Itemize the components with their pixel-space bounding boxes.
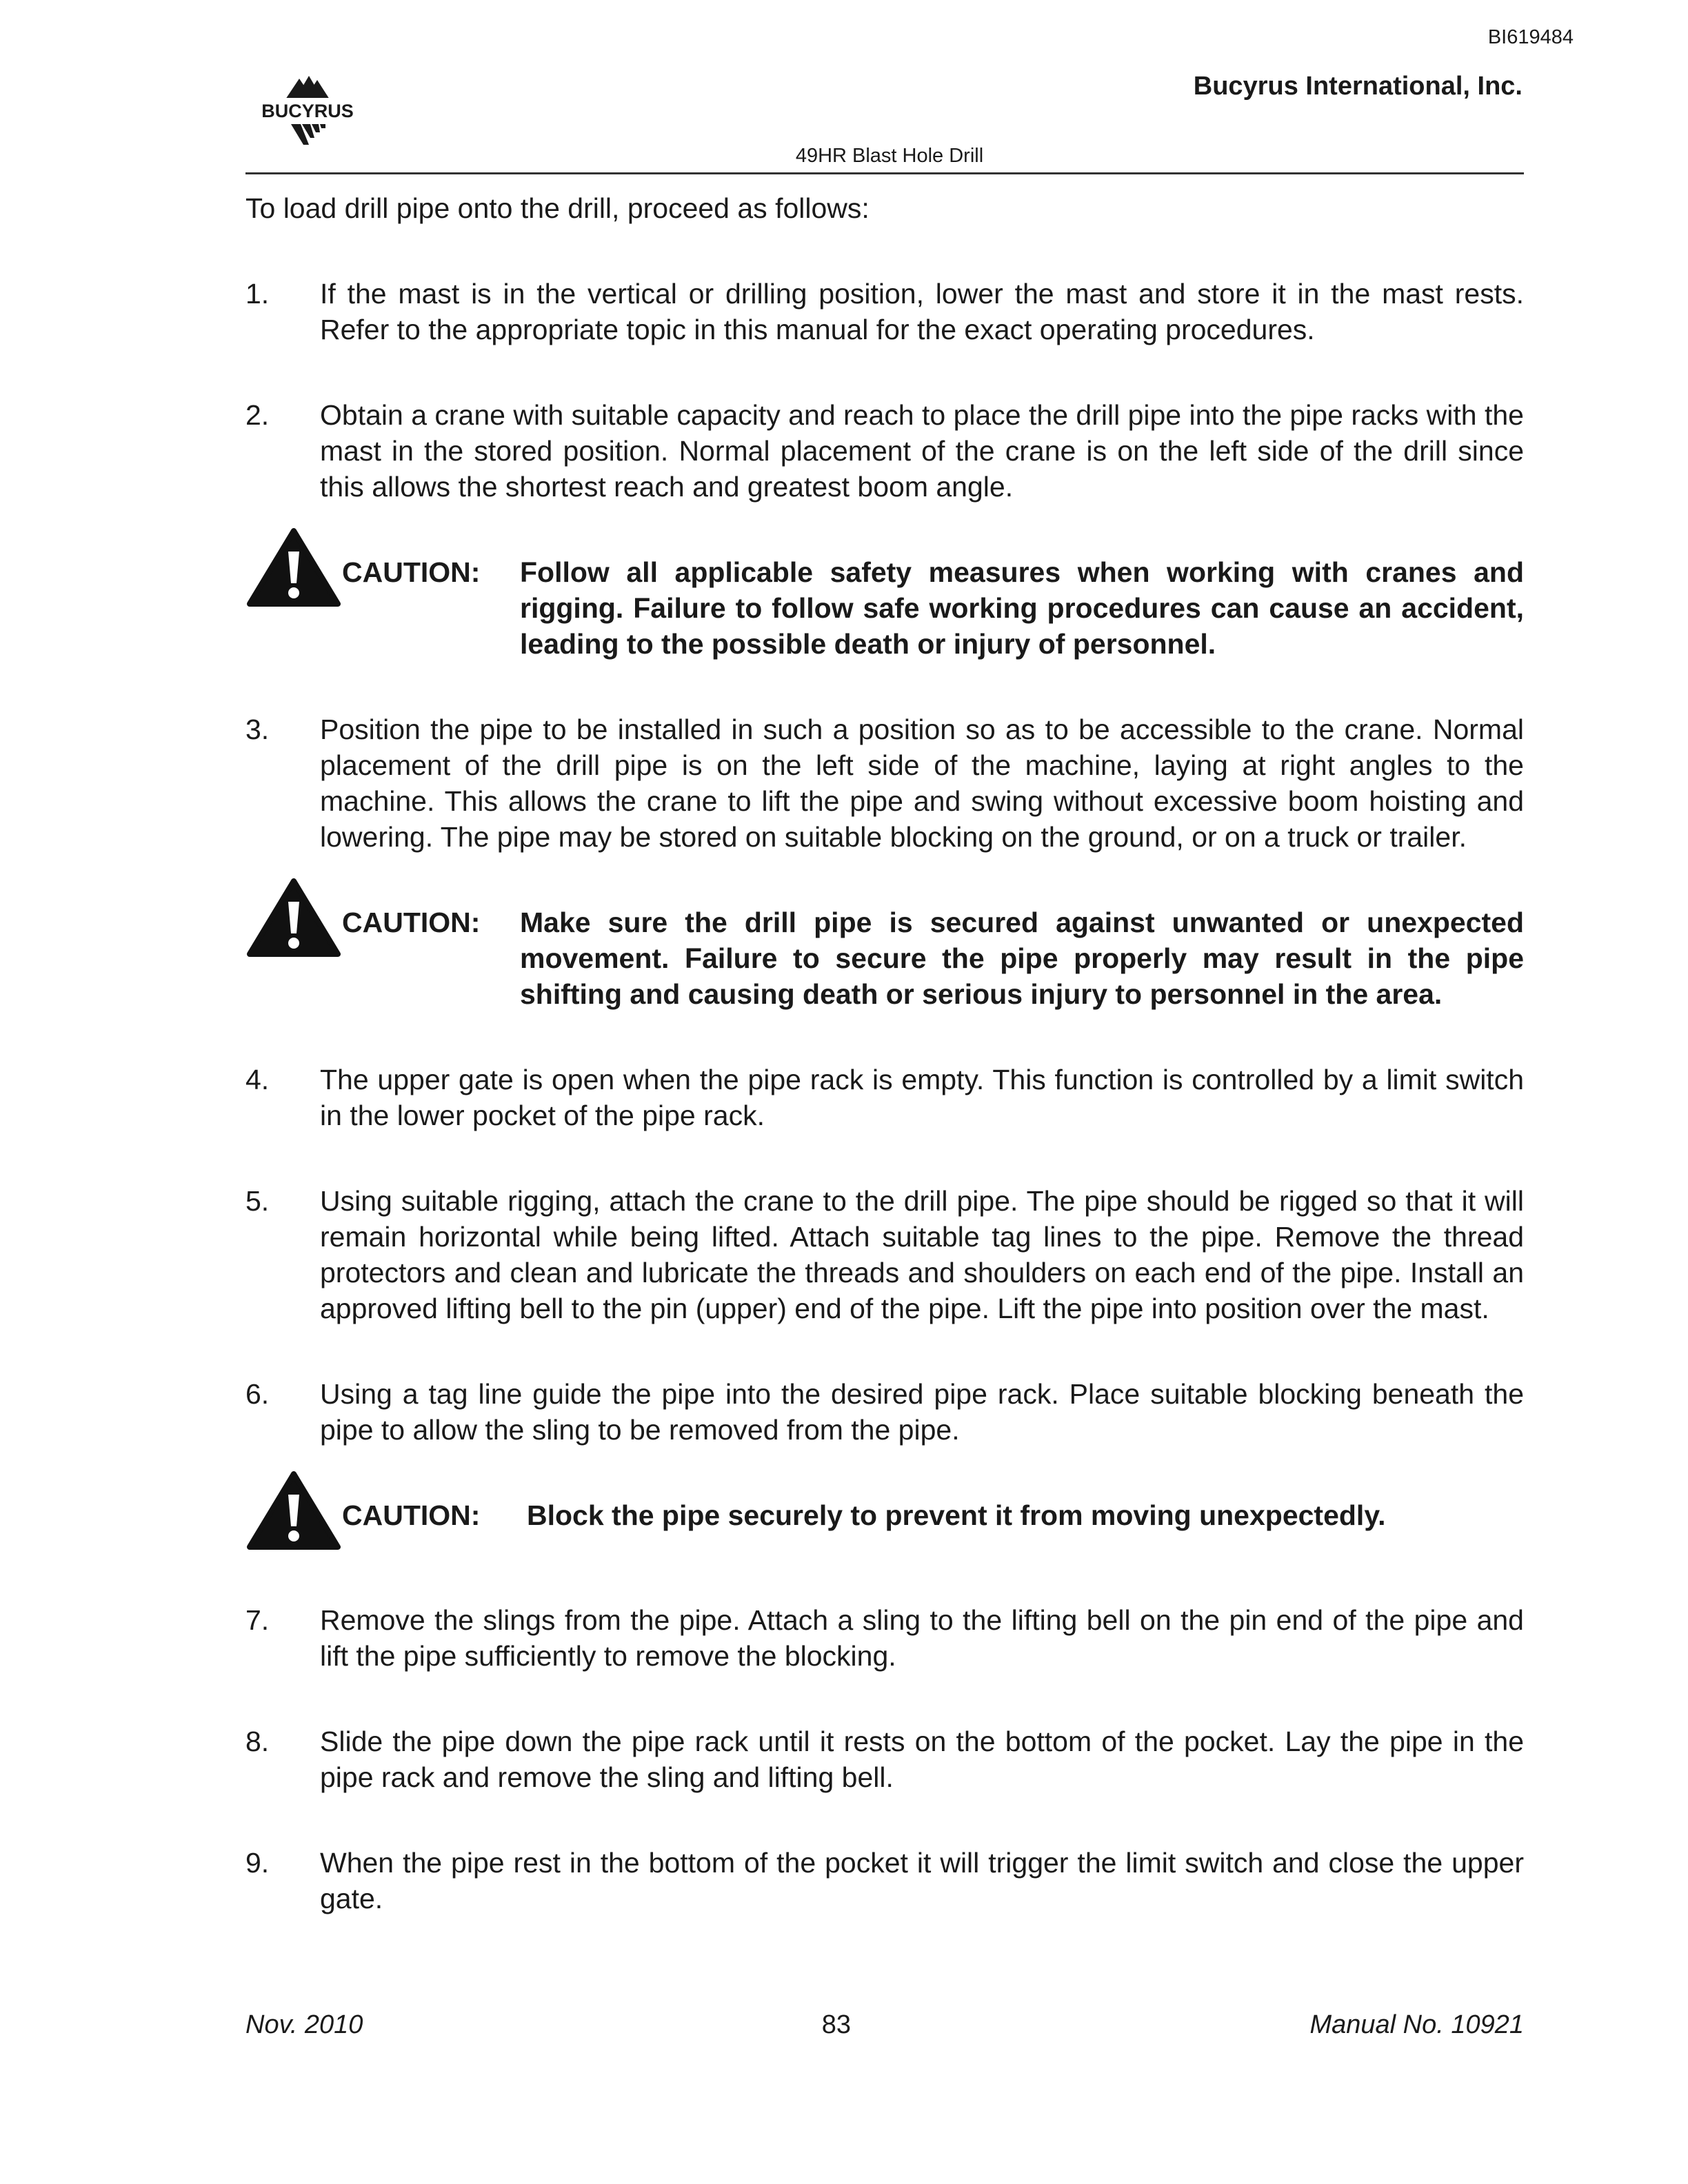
step-number: 8. (245, 1726, 270, 1757)
step-4 (245, 1062, 1524, 1133)
step-2 (245, 397, 1524, 505)
caution-text: Follow all applicable safety measures when working with cranes and rigging. Failure to follow safe working procedures can cause an accident, leading to the possible death or injury of personnel. (520, 556, 1524, 660)
warning-triangle-icon (245, 1470, 342, 1553)
manual-number: Manual No. 10921 (1309, 2010, 1524, 2039)
step-3 (245, 711, 1524, 855)
caution-3 (245, 1497, 1524, 1553)
step-number: 9. (245, 1847, 270, 1879)
caution-label: CAUTION: (342, 907, 481, 938)
step-text: Using a tag line guide the pipe into the desired pipe rack. Place suitable blocking beneath the pipe to allow the sling to be removed from the pipe. (320, 1378, 1524, 1446)
step-number: 6. (245, 1378, 270, 1410)
caution-text: Block the pipe securely to prevent it from moving unexpectedly. (527, 1499, 1386, 1531)
page-footer (245, 2010, 1524, 2040)
company-name: Bucyrus International, Inc. (1193, 72, 1523, 101)
page-number: 83 (821, 2010, 852, 2039)
step-5 (245, 1183, 1524, 1326)
step-number: 3. (245, 714, 270, 745)
step-text: Remove the slings from the pipe. Attach a sling to the lifting bell on the pin end of the pipe and lift the pipe sufficiently to remove the blocking. (320, 1604, 1524, 1672)
step-number: 7. (245, 1604, 270, 1636)
step-number: 1. (245, 278, 270, 310)
step-text: The upper gate is open when the pipe rack is empty. This function is controlled by a limit switch in the lower pocket of the pipe rack. (320, 1064, 1524, 1131)
step-number: 5. (245, 1185, 270, 1217)
step-8 (245, 1723, 1524, 1795)
step-7 (245, 1602, 1524, 1674)
warning-triangle-icon (245, 877, 342, 960)
bucyrus-logo (245, 72, 370, 154)
caution-1 (245, 554, 1524, 662)
step-text: Position the pipe to be installed in such a position so as to be accessible to the crane. Normal placement of the drill pipe is on the left side of the machine, laying at right angles to the machine. This allows the crane to lift the pipe and swing without excessive boom hoisting and lowering. The pipe may be stored on suitable blocking on the ground, or on a truck or trailer. (320, 714, 1524, 853)
step-text: If the mast is in the vertical or drilling position, lower the mast and store it in the mast rests. Refer to the appropriate topic in this manual for the exact operating procedures. (320, 278, 1524, 345)
document-subtitle: 49HR Blast Hole Drill (795, 145, 984, 167)
step-text: Obtain a crane with suitable capacity and reach to place the drill pipe into the pipe racks with the mast in the stored position. Normal placement of the crane is on the left side of the drill since this allows the shortest reach and greatest boom angle. (320, 399, 1524, 503)
document-body (245, 190, 1524, 1966)
header-divider (245, 172, 1524, 174)
step-number: 4. (245, 1064, 270, 1095)
step-text: When the pipe rest in the bottom of the pocket it will trigger the limit switch and close the upper gate. (320, 1847, 1524, 1914)
step-6 (245, 1376, 1524, 1448)
step-9 (245, 1845, 1524, 1917)
caution-label: CAUTION: (342, 556, 481, 588)
step-text: Using suitable rigging, attach the crane to the drill pipe. The pipe should be rigged so that it will remain horizontal while being lifted. Attach suitable tag lines to the pipe. Remove the thread protectors and clean and lubricate the threads and shoulders on each end of the pipe. Install an approved lifting bell to the pin (upper) end of the pipe. Lift the pipe into position over the mast. (320, 1185, 1524, 1324)
intro-text: To load drill pipe onto the drill, proceed as follows: (245, 192, 870, 224)
footer-date: Nov. 2010 (245, 2010, 363, 2039)
caution-text: Make sure the drill pipe is secured against unwanted or unexpected movement. Failure to secure the pipe properly may result in the pipe shifting and causing death or serious injury to personnel in the area. (520, 907, 1524, 1010)
caution-label: CAUTION: (342, 1499, 481, 1531)
step-number: 2. (245, 399, 270, 431)
step-1 (245, 276, 1524, 347)
warning-triangle-icon (245, 527, 342, 609)
step-text: Slide the pipe down the pipe rack until it rests on the bottom of the pocket. Lay the pipe in the pipe rack and remove the sling and lifting bell. (320, 1726, 1524, 1793)
caution-2 (245, 904, 1524, 1012)
document-id: BI619484 (1487, 26, 1574, 48)
logo-text: BUCYRUS (261, 101, 354, 121)
